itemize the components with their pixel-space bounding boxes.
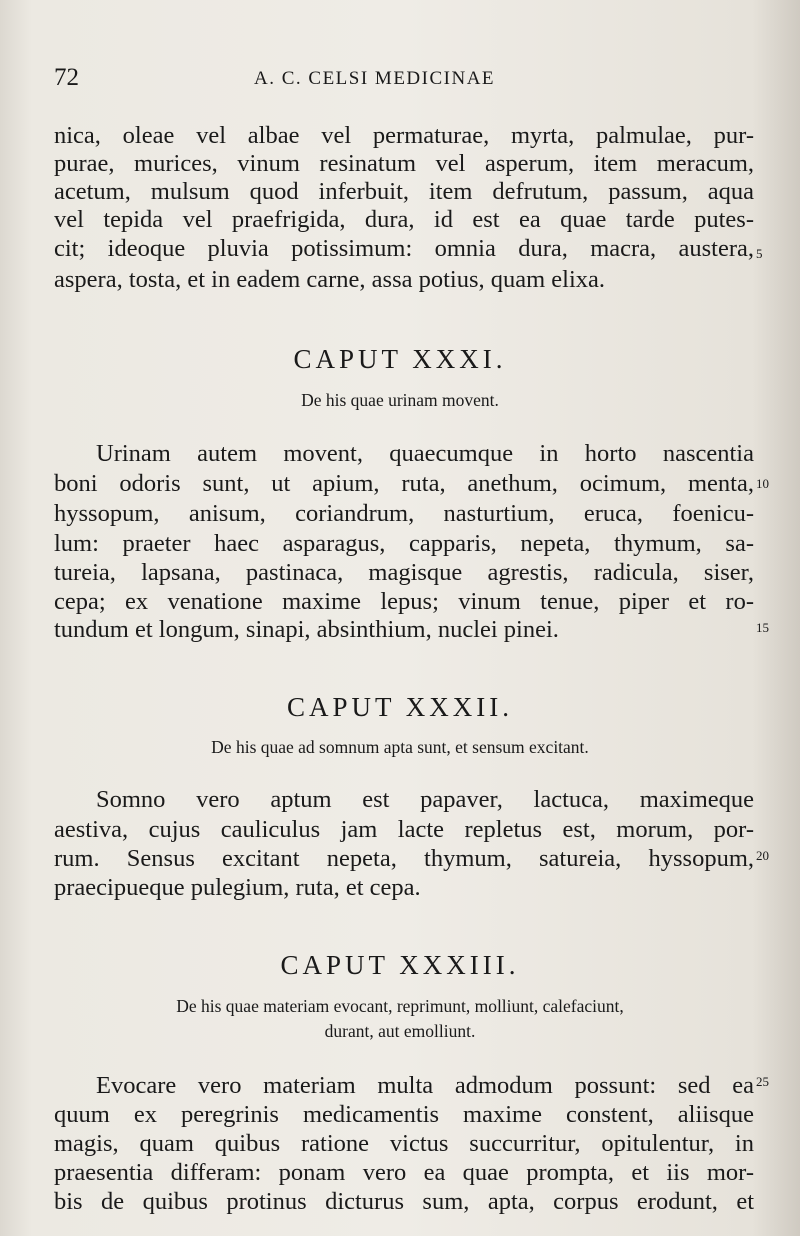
chapter-subtitle: De his quae urinam movent. — [301, 390, 499, 410]
chapter-subtitle: durant, aut emolliunt. — [324, 1021, 476, 1041]
text-line: quum ex peregrinis medicamentis maxime constent, aliisque — [54, 1101, 754, 1128]
page-header — [54, 64, 744, 94]
text-line: tureia, lapsana, pastinaca, magisque agrestis, radicula, siser, — [54, 559, 754, 586]
line-number: 15 — [756, 620, 769, 635]
chapter-subtitle: De his quae materiam evocant, reprimunt, molliunt, calefaciunt, — [176, 996, 624, 1016]
chapter-title: CAPUT XXXI. — [293, 344, 507, 374]
text-line: acetum, mulsum quod inferbuit, item defrutum, passum, aqua — [54, 178, 754, 205]
text-line: cit; ideoque pluvia potissimum: omnia dura, macra, austera, — [54, 235, 754, 262]
line-number: 20 — [756, 848, 769, 863]
text-line: magis, quam quibus ratione victus succurritur, opitulentur, in — [54, 1130, 754, 1157]
page-number: 72 — [54, 64, 79, 91]
line-number: 5 — [756, 246, 763, 261]
line-number: 10 — [756, 476, 769, 491]
text-line: hyssopum, anisum, coriandrum, nasturtium, eruca, foenicu- — [54, 500, 754, 527]
text-line: nica, oleae vel albae vel permaturae, myrta, palmulae, pur- — [54, 122, 754, 149]
text-line: tundum et longum, sinapi, absinthium, nuclei pinei. — [54, 616, 559, 643]
text-line: aspera, tosta, et in eadem carne, assa potius, quam elixa. — [54, 266, 606, 293]
text-line: Evocare vero materiam multa admodum possunt: sed ea — [96, 1072, 754, 1099]
text-line: boni odoris sunt, ut apium, ruta, anethum, ocimum, menta, — [54, 470, 754, 497]
text-line: purae, murices, vinum resinatum vel asperum, item meracum, — [54, 150, 754, 177]
text-line: praesentia differam: ponam vero ea quae prompta, et iis mor- — [54, 1159, 754, 1186]
line-number: 25 — [756, 1074, 769, 1089]
text-line: lum: praeter haec asparagus, capparis, nepeta, thymum, sa- — [54, 530, 754, 557]
chapter-title: CAPUT XXXIII. — [280, 950, 520, 980]
text-line: aestiva, cujus cauliculus jam lacte repletus est, morum, por- — [54, 816, 754, 843]
text-line: rum. Sensus excitant nepeta, thymum, satureia, hyssopum, — [54, 845, 754, 872]
chapter-subtitle: De his quae ad somnum apta sunt, et sensum excitant. — [211, 737, 589, 757]
text-line: Somno vero aptum est papaver, lactuca, maximeque — [96, 786, 754, 813]
running-head: A. C. CELSI MEDICINAE — [254, 68, 496, 89]
text-line: bis de quibus protinus dicturus sum, apta, corpus erodunt, et — [54, 1188, 754, 1215]
text-line: praecipueque pulegium, ruta, et cepa. — [54, 874, 421, 901]
text-line: Urinam autem movent, quaecumque in horto nascentia — [96, 440, 754, 467]
text-line: vel tepida vel praefrigida, dura, id est ea quae tarde putes- — [54, 206, 754, 233]
chapter-title: CAPUT XXXII. — [286, 692, 513, 722]
text-line: cepa; ex venatione maxime lepus; vinum tenue, piper et ro- — [54, 588, 754, 615]
